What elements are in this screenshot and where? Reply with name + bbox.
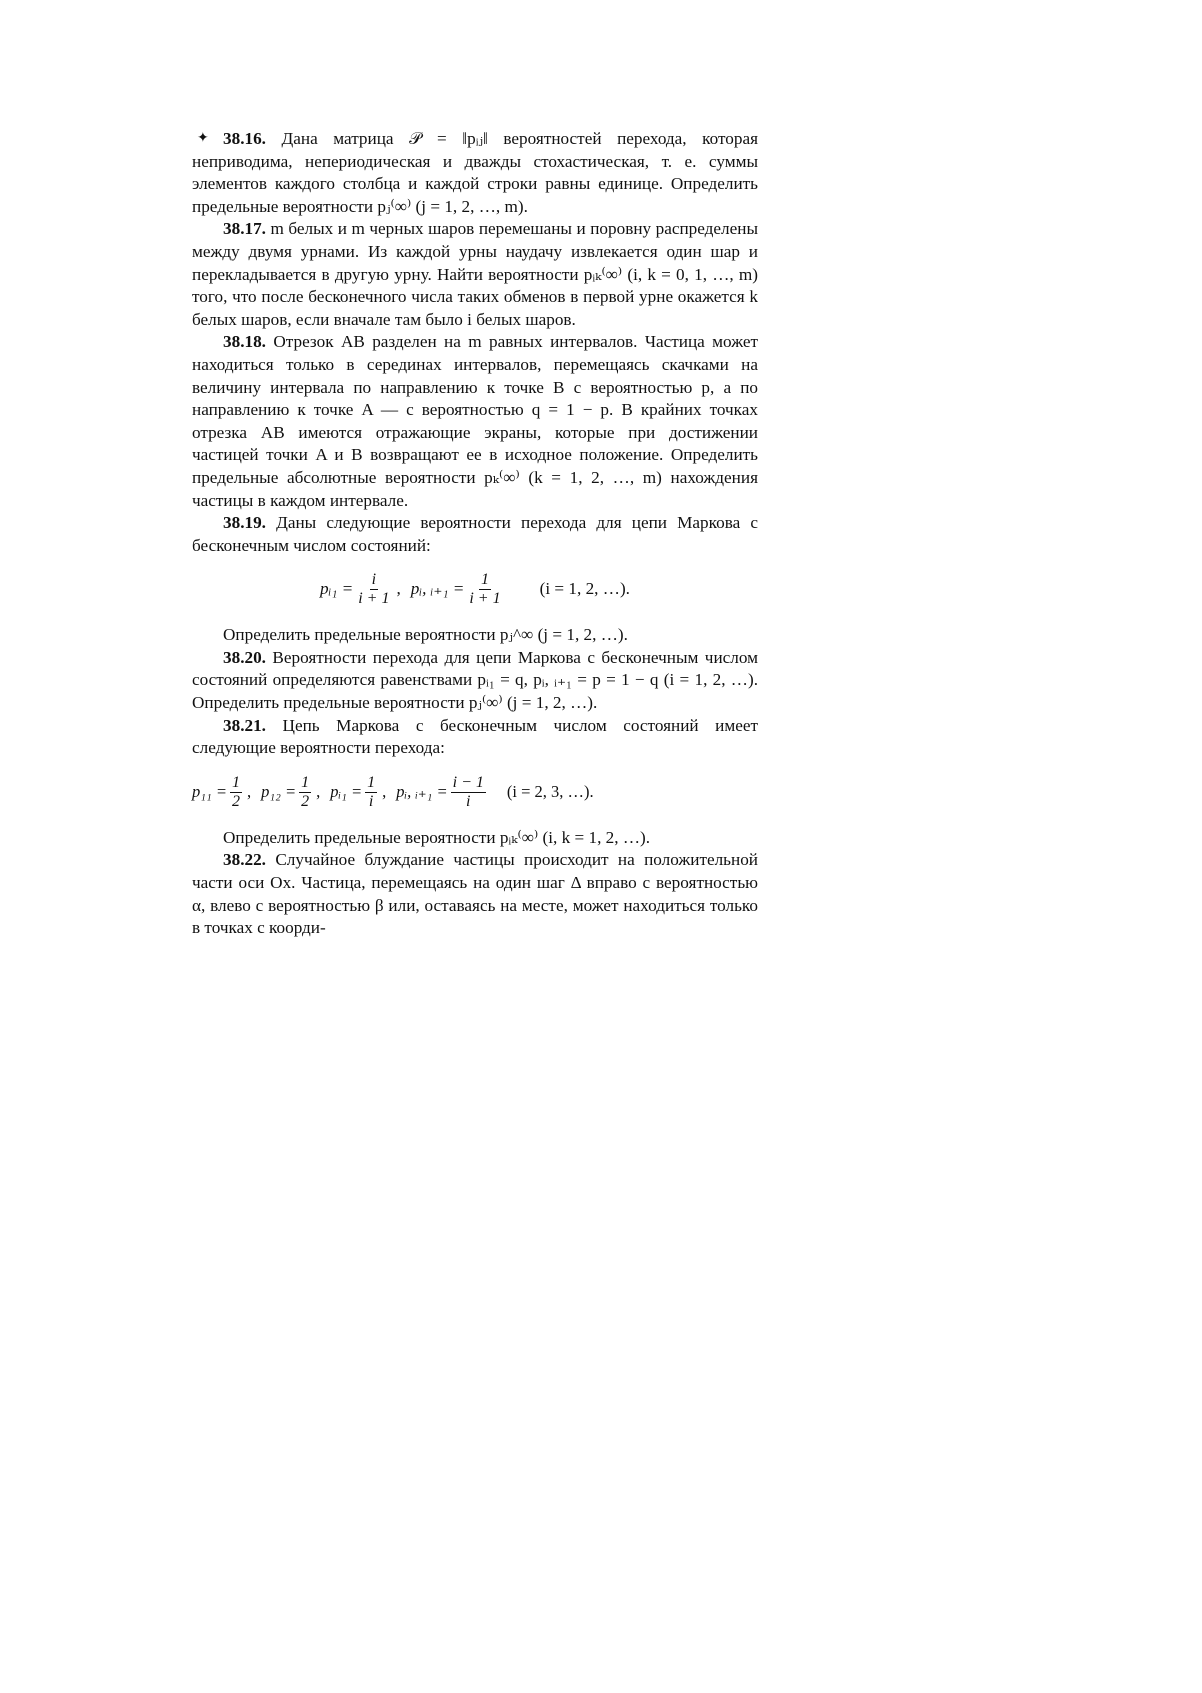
problem-text: Отрезок AB разделен на m равных интервалов. Частица может находиться только в серединах интервалов, перемещаясь скачками на величину интервала по направлению к точке B с вероятностью p, а по направлению к точке A — с вероятностью q = 1 − p. В крайних точках отрезка AB имеются отражающие экраны, которые при достижении частицей точки A и B возвращают ее в исходное положение. Определить предельные абсолютные вероятности pₖ⁽∞⁾ (k = 1, 2, …, m) нахождения частицы в каждом интервале.: [192, 332, 759, 510]
numerator: i: [371, 571, 377, 589]
problem-text: Цепь Маркова с бесконечным числом состояний имеет следующие вероятности перехода:: [192, 715, 758, 758]
problem-38-16: [192, 128, 758, 218]
numerator: 1: [480, 571, 489, 589]
fraction: [467, 571, 502, 608]
denominator: i: [466, 792, 471, 810]
problem-38-21-question: [192, 827, 758, 850]
problem-38-19: [192, 512, 758, 557]
numerator: i − 1: [452, 773, 484, 791]
denominator: 2: [301, 792, 310, 810]
problem-number: 38.19.: [223, 513, 266, 533]
formula-38-19: pᵢ₁ = $\frac{i}{i + 1}$ , pᵢ, ᵢ₊₁ = $\frac{1}{i + 1}$ (i = 1, 2, …).: [320, 571, 630, 608]
formula-lhs: pᵢ, ᵢ₊₁ =: [410, 579, 465, 599]
bullet-mark: ✦: [197, 131, 209, 146]
formula-38-21: p₁₁ = $\frac{1}{2}$ , p₁₂ = $\frac{1}{2}$ , pᵢ₁ = $\frac{1}{i}$ , pᵢ, ᵢ₊₁ = $\frac{i - 1}{i}$ (i = 2, 3, …).: [192, 773, 594, 810]
problem-text: Случайное блуждание частицы происходит на положительной части оси Ox. Частица, перемещаясь на один шаг Δ вправо с вероятностью α, влево с вероятностью β или, оставаясь на месте, может находиться только в точках с коорди-: [192, 850, 759, 938]
problem-38-22: [192, 849, 758, 939]
formula-lhs: pᵢ, ᵢ₊₁ =: [396, 782, 448, 802]
problem-number: 38.20.: [223, 647, 266, 667]
problem-text: Определить предельные вероятности pⱼ^∞ (j = 1, 2, …).: [223, 625, 628, 645]
formula-lhs: p₁₂ =: [261, 782, 297, 802]
numerator: 1: [231, 773, 240, 791]
problem-number: 38.21.: [223, 715, 266, 735]
problem-38-17: [192, 218, 758, 331]
problem-text: Вероятности перехода для цепи Маркова с бесконечным числом состояний определяются равенствами pᵢ₁ = q, pᵢ, ᵢ₊₁ = p = 1 − q (i = 1, 2, …). Определить предельные вероятности pⱼ⁽∞⁾ (j = 1, 2, …).: [192, 647, 758, 713]
fraction: [365, 774, 377, 811]
problem-38-20: [192, 647, 758, 715]
fraction: [230, 774, 242, 811]
problem-text: Дана матрица 𝒫 = ‖pᵢⱼ‖ вероятностей перехода, которая неприводима, непериодическая и дважды стохастическая, т. е. суммы элементов каждого столбца и каждой строки равны единице. Определить предельные вероятности pⱼ⁽∞⁾ (j = 1, 2, …, m).: [192, 129, 759, 216]
problem-number: 38.17.: [223, 219, 266, 239]
problem-number: 38.22.: [223, 850, 266, 870]
formula-condition: (i = 1, 2, …).: [539, 579, 630, 599]
fraction: [451, 774, 486, 811]
problem-number: 38.18.: [223, 332, 266, 352]
problem-38-19-question: [192, 624, 758, 647]
formula-condition: (i = 2, 3, …).: [506, 782, 594, 802]
problem-38-21: [192, 715, 758, 760]
problem-text: Определить предельные вероятности pᵢₖ⁽∞⁾ (i, k = 1, 2, …).: [223, 827, 651, 847]
formula-lhs: p₁₁ =: [192, 782, 227, 802]
problem-text: m белых и m черных шаров перемешаны и поровну распределены между двумя урнами. Из каждой урны наудачу извлекается один шар и перекладывается в другую урну. Найти вероятности pᵢₖ⁽∞⁾ (i, k = 0, 1, …, m) того, что после бесконечного числа таких обменов в первой урне окажется k белых шаров, если вначале там было i белых шаров.: [192, 219, 759, 329]
problem-38-18: [192, 331, 758, 512]
formula-lhs: pᵢ₁ =: [330, 782, 363, 802]
fraction: [299, 774, 311, 811]
denominator: i: [368, 792, 374, 810]
textbook-page: [192, 128, 758, 940]
denominator: 2: [231, 792, 240, 810]
formula-lhs: pᵢ₁ =: [320, 579, 354, 599]
problem-number: 38.16.: [223, 129, 266, 148]
numerator: 1: [367, 773, 376, 791]
problem-text: Даны следующие вероятности перехода для цепи Маркова с бесконечным числом состояний:: [192, 513, 759, 555]
fraction: [356, 571, 391, 608]
denominator: i + 1: [358, 590, 390, 608]
denominator: i + 1: [469, 590, 501, 608]
numerator: 1: [301, 773, 310, 791]
